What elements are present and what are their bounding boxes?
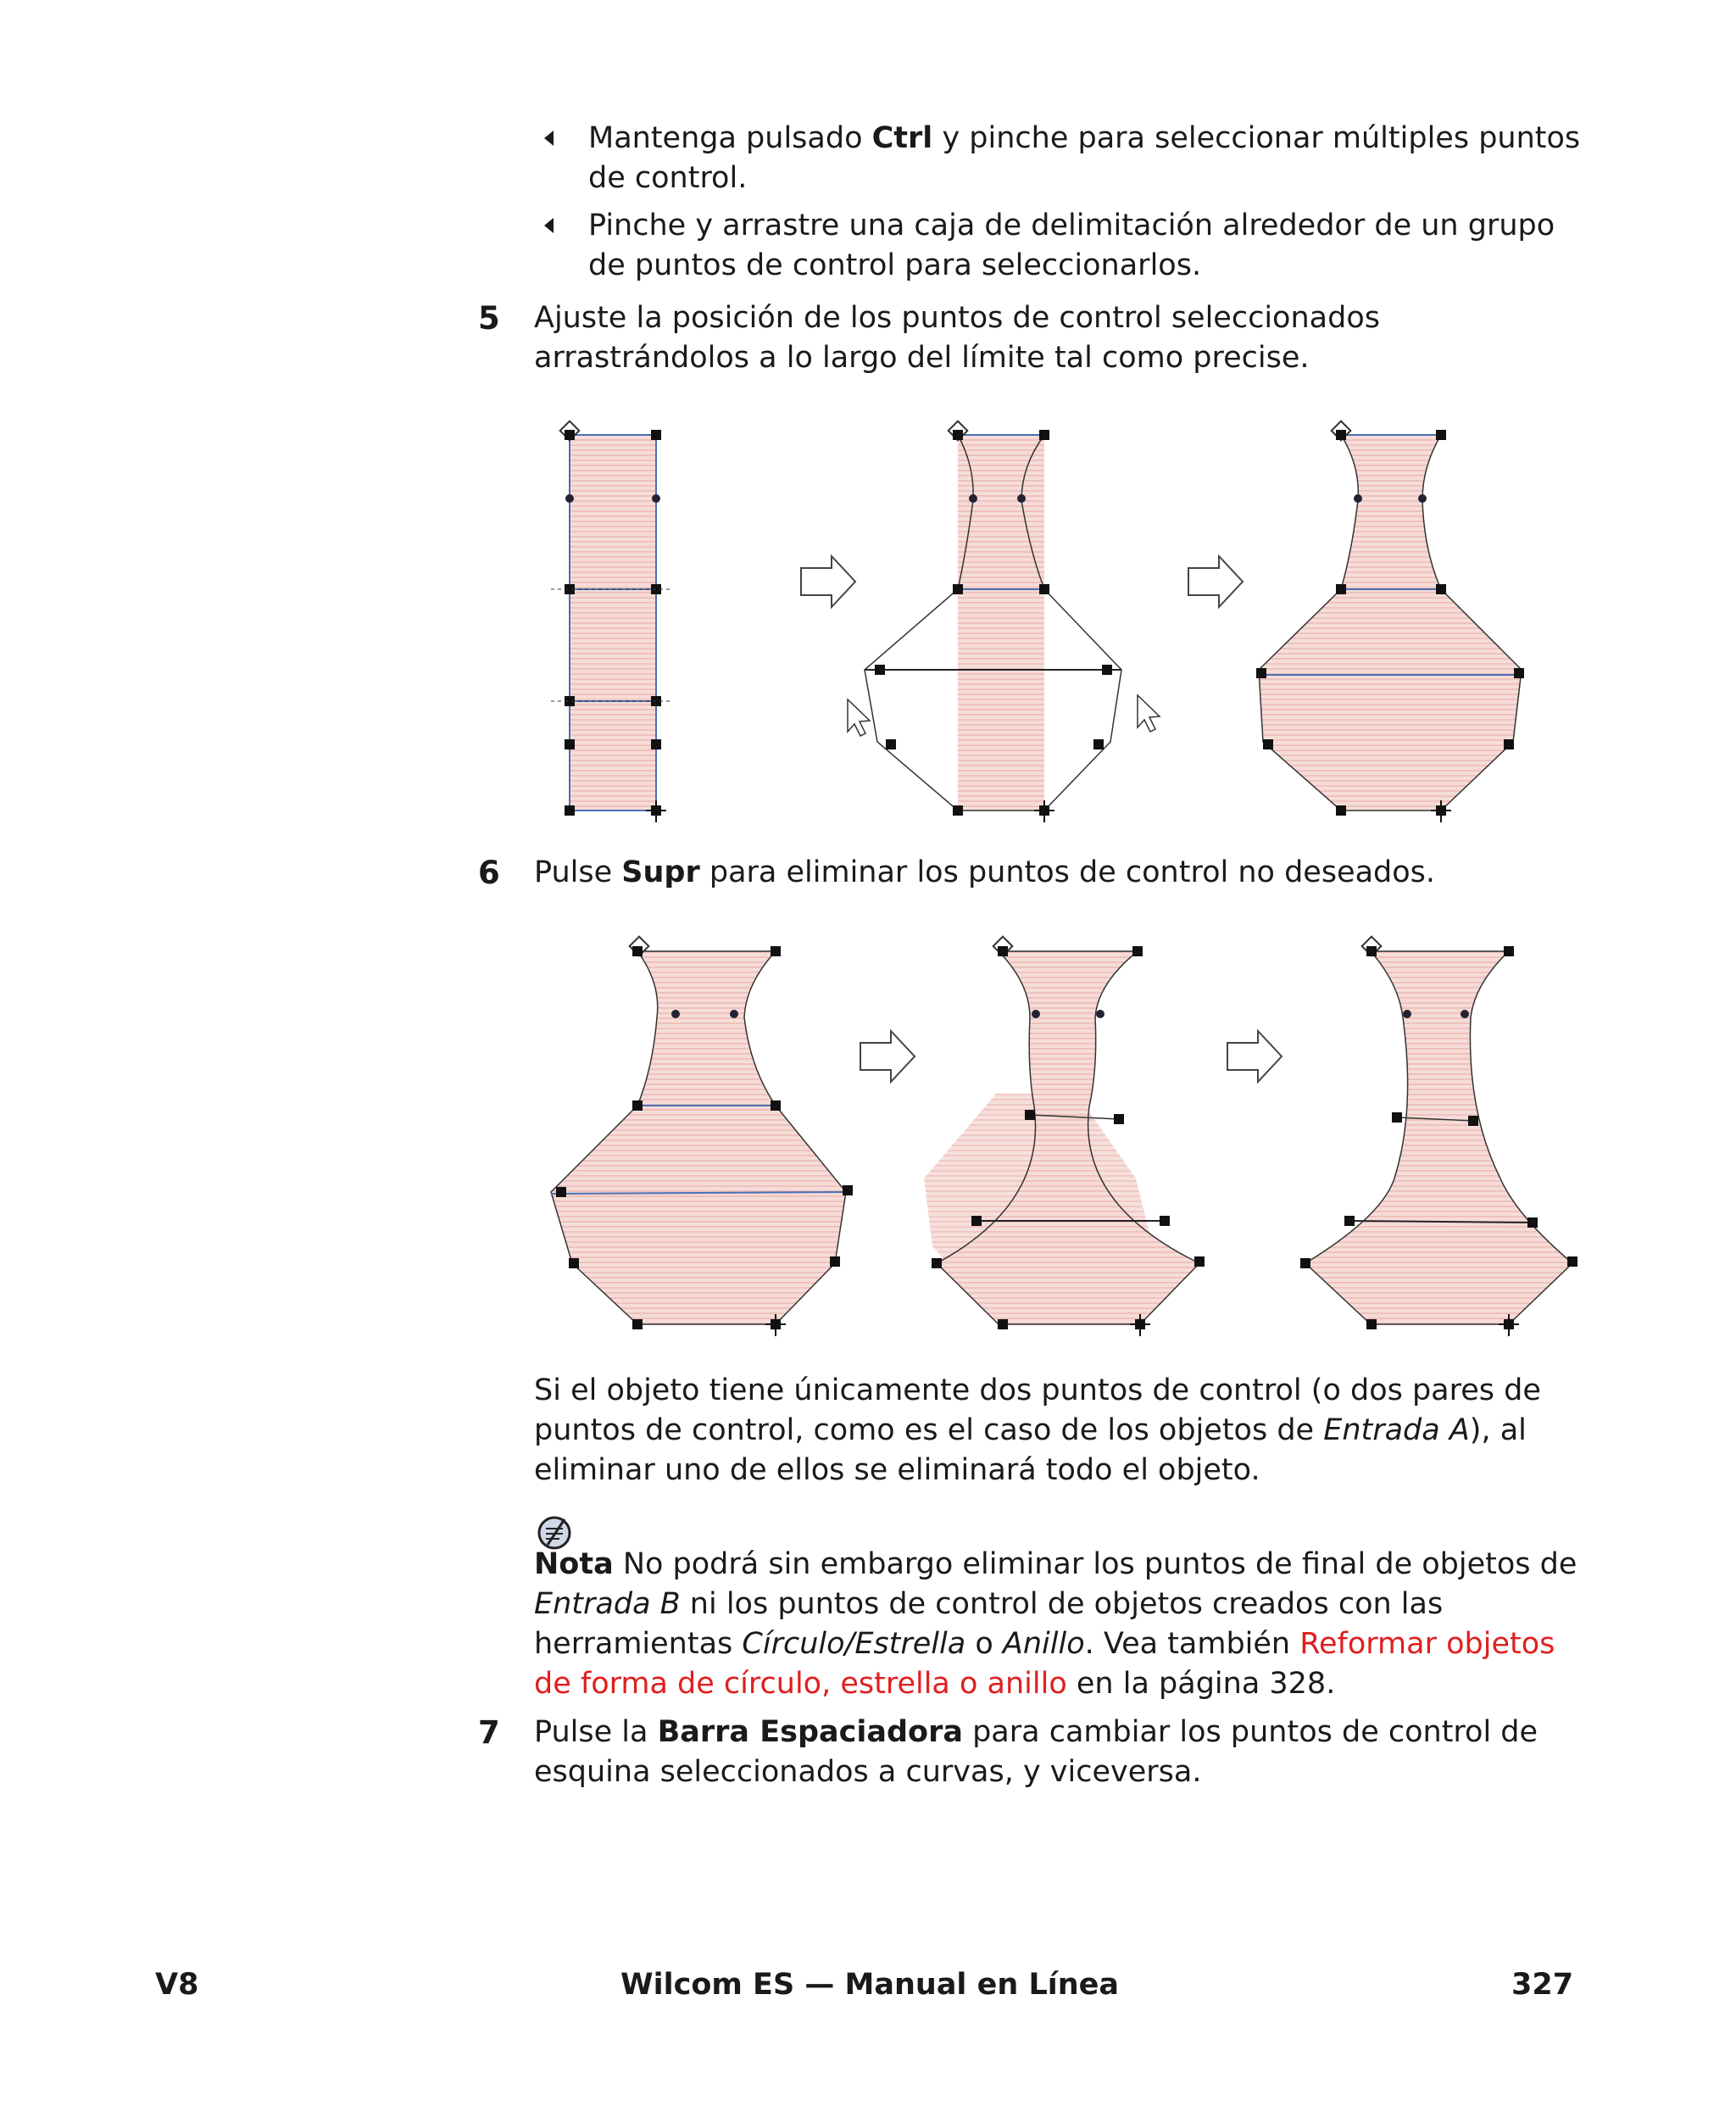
arrow-right-icon (1227, 1031, 1282, 1082)
page-number: 327 (1511, 1968, 1574, 2002)
bullet-arrow-icon (544, 218, 554, 233)
key-ctrl: Ctrl (871, 121, 933, 155)
shape-rectangle (551, 421, 670, 822)
footer-title: Wilcom ES — Manual en Línea (620, 1968, 1120, 2002)
cursor-arrow-icon (848, 699, 870, 736)
arrow-right-icon (801, 556, 855, 607)
bullet-arrow-icon (544, 131, 554, 146)
step-text: Pulse la Barra Espaciadora para cambiar los puntos de control de esquina seleccionados a curvas, y viceversa. (534, 1715, 1538, 1789)
shape-vase-result (1256, 421, 1524, 822)
info-paragraph: Si el objeto tiene únicamente dos puntos de control (o dos pares de puntos de control, como es el caso de los objetos de Entrada A), al eliminar uno de ellos se eliminará todo el objeto. (534, 1373, 1541, 1487)
bullet-item (536, 119, 1587, 198)
shape-vase-after (1300, 937, 1577, 1336)
arrow-right-icon (860, 1031, 915, 1082)
reshape-figure-2 (534, 924, 1585, 1348)
note-label: Nota (534, 1547, 614, 1581)
shape-reshaping (848, 421, 1160, 822)
step-number: 6 (478, 855, 500, 891)
bullet-item (536, 206, 1587, 286)
reshape-circle-link[interactable]: Reformar objetos de forma de círculo, estrella o anillo (534, 1627, 1555, 1701)
shape-vase-before (551, 937, 853, 1336)
bullet-text: Pinche y arrastre una caja de delimitación alrededor de un grupo de puntos de control para seleccionarlos. (588, 209, 1555, 282)
shape-vase-deleting (924, 937, 1212, 1336)
step-number: 5 (478, 300, 500, 337)
reshape-figure-1 (534, 407, 1585, 831)
cursor-arrow-icon (1138, 695, 1160, 732)
step-text: Pulse Supr para eliminar los puntos de control no deseados. (534, 855, 1436, 889)
note-paragraph: Nota No podrá sin embargo eliminar los puntos de final de objetos de Entrada B ni los puntos de control de objetos creados con las herramientas Círculo/Estrella o Anillo. Vea también Reformar objetos de forma de círculo, estrella o anillo en la página 328. (534, 1547, 1577, 1701)
bullet-text: Mantenga pulsado (588, 121, 872, 155)
footer-version: V8 (155, 1968, 199, 2002)
key-supr: Supr (621, 855, 700, 889)
arrow-right-icon (1188, 556, 1243, 607)
bullet-text: y pinche para seleccionar múltiples puntos de control. (588, 121, 1581, 195)
key-spacebar: Barra Espaciadora (657, 1715, 963, 1749)
step-number: 7 (478, 1714, 500, 1751)
step-text: Ajuste la posición de los puntos de control seleccionados arrastrándolos a lo largo del límite tal como precise. (534, 301, 1380, 375)
